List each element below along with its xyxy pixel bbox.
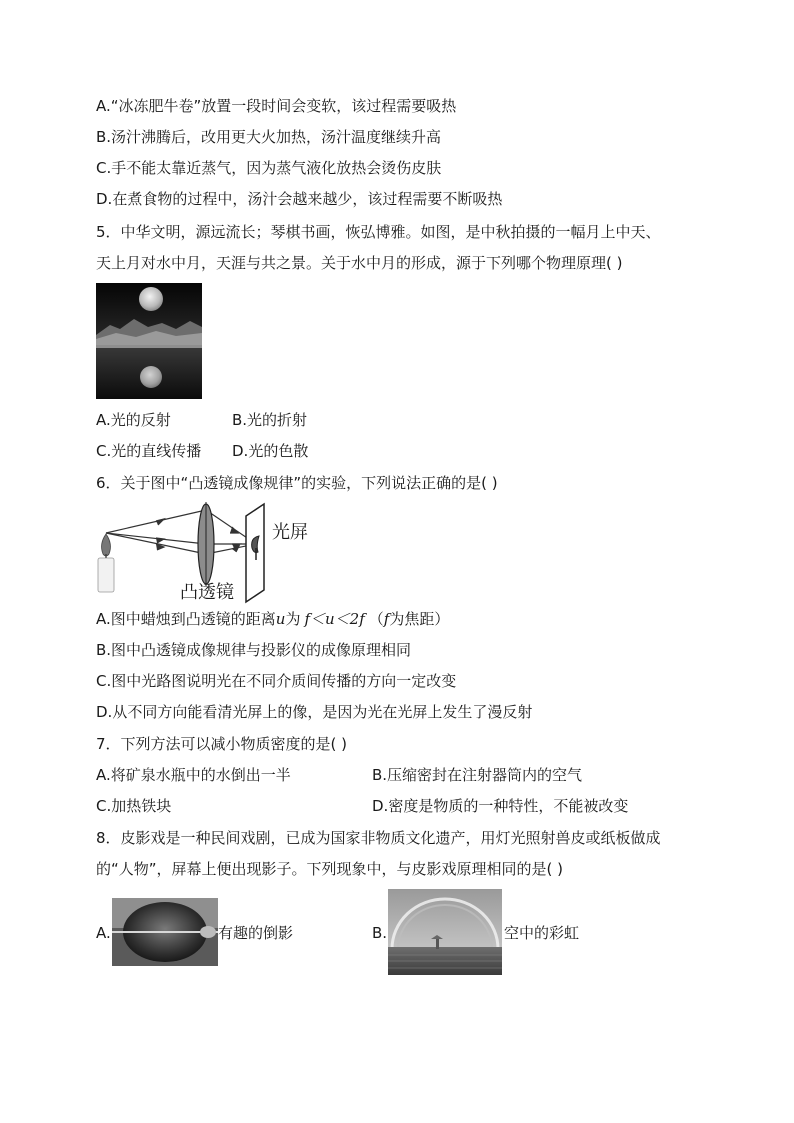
q7-option-d: D.密度是物质的一种特性，不能被改变 bbox=[372, 797, 629, 815]
reflection-photo bbox=[112, 898, 218, 966]
q6-option-a-note-open: （ bbox=[368, 610, 384, 628]
q4-option-c: C.手不能太靠近蒸气，因为蒸气液化放热会烫伤皮肤 bbox=[96, 159, 442, 177]
q5-option-c: C.光的直线传播 bbox=[96, 442, 202, 460]
q5-option-d: D.光的色散 bbox=[232, 442, 309, 460]
q7-stem: 7．下列方法可以减小物质密度的是( ) bbox=[96, 735, 348, 753]
q4-option-a: A.“冰冻肥牛卷”放置一段时间会变软，该过程需要吸热 bbox=[96, 97, 457, 115]
q8-stem-line2: 的“人物”，屏幕上便出现影子。下列现象中，与皮影戏原理相同的是( ) bbox=[96, 860, 564, 878]
q8-stem-line1: 8．皮影戏是一种民间戏剧，已成为国家非物质文化遗产，用灯光照射兽皮或纸板做成 bbox=[96, 829, 661, 847]
q6-stem: 6．关于图中“凸透镜成像规律”的实验，下列说法正确的是( ) bbox=[96, 474, 498, 492]
q8-option-a-letter: A. bbox=[96, 924, 111, 942]
q5-stem-line2: 天上月对水中月，天涯与共之景。关于水中月的形成，源于下列哪个物理原理( ) bbox=[96, 254, 623, 272]
q7-option-a: A.将矿泉水瓶中的水倒出一半 bbox=[96, 766, 291, 784]
q7-option-c: C.加热铁块 bbox=[96, 797, 172, 815]
q8-option-a-caption: 有趣的倒影 bbox=[218, 924, 294, 942]
q8-option-b-caption: 空中的彩虹 bbox=[504, 924, 580, 942]
q5-option-b: B.光的折射 bbox=[232, 411, 308, 429]
screen-label: 光屏 bbox=[272, 522, 308, 543]
q6-option-a-mid: 为 bbox=[285, 610, 301, 628]
q6-option-d: D.从不同方向能看清光屏上的像，是因为光在光屏上发生了漫反射 bbox=[96, 703, 533, 721]
convex-lens-diagram bbox=[96, 500, 326, 604]
q6-option-a-note-var: f bbox=[383, 610, 390, 628]
q6-option-a-var: u bbox=[275, 610, 286, 628]
q7-option-b: B.压缩密封在注射器筒内的空气 bbox=[372, 766, 583, 784]
q6-option-a-prefix: A.图中蜡烛到凸透镜的距离 bbox=[96, 610, 276, 628]
q8-option-b-letter: B. bbox=[372, 924, 388, 942]
lens-label: 凸透镜 bbox=[180, 582, 234, 603]
q4-option-d: D.在煮食物的过程中，汤汁会越来越少，该过程需要不断吸热 bbox=[96, 190, 503, 208]
moon-reflection-photo bbox=[96, 283, 202, 399]
rainbow-photo bbox=[388, 889, 502, 975]
q6-option-c: C.图中光路图说明光在不同介质间传播的方向一定改变 bbox=[96, 672, 457, 690]
q5-stem-line1: 5．中华文明，源远流长；琴棋书画，恢弘博雅。如图，是中秋拍摄的一幅月上中天、 bbox=[96, 223, 661, 241]
q6-option-a-note-text: 为焦距） bbox=[389, 610, 450, 628]
q6-option-b: B.图中凸透镜成像规律与投影仪的成像原理相同 bbox=[96, 641, 412, 659]
q5-option-a: A.光的反射 bbox=[96, 411, 171, 429]
q4-option-b: B.汤汁沸腾后，改用更大火加热，汤汁温度继续升高 bbox=[96, 128, 442, 146]
q6-option-a-formula: f＜u＜2f bbox=[304, 610, 365, 628]
q6-option-a bbox=[96, 609, 449, 629]
